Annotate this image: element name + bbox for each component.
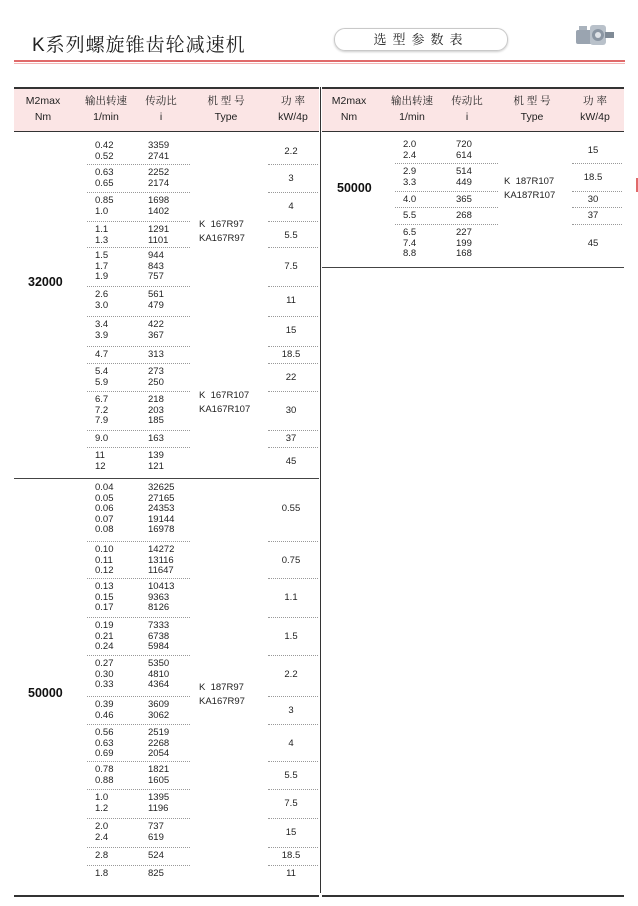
speed-value: 4.0 xyxy=(403,194,417,205)
power-value: 5.5 xyxy=(284,769,298,781)
col-type: 机 型 号 Type xyxy=(207,95,245,123)
col-ratio: 传动比 i xyxy=(451,95,483,123)
speed-value: 5.5 xyxy=(403,210,417,221)
row-separator xyxy=(87,761,190,762)
speed-value: 5.4 5.9 xyxy=(95,366,109,388)
col-power: 功 率 kW/4p xyxy=(278,95,308,123)
speed-value: 11 12 xyxy=(95,450,106,472)
speed-value: 0.04 0.05 0.06 0.07 0.08 xyxy=(95,482,114,535)
speed-value: 2.0 2.4 xyxy=(95,821,109,843)
gear-reducer-icon xyxy=(574,20,616,50)
speed-value: 6.7 7.2 7.9 xyxy=(95,394,109,426)
type-value: K 187R107 KA187R107 xyxy=(504,176,556,201)
row-separator xyxy=(268,761,318,762)
row-separator xyxy=(268,617,318,618)
ratio-value: 737 619 xyxy=(148,821,164,843)
col-m2max: M2max Nm xyxy=(331,95,367,123)
ratio-value: 524 xyxy=(148,850,164,861)
row-separator xyxy=(268,724,318,725)
row-separator xyxy=(87,847,190,848)
row-separator xyxy=(268,430,318,431)
row-separator xyxy=(572,191,622,192)
row-separator xyxy=(268,696,318,697)
group-separator xyxy=(322,267,624,268)
row-separator xyxy=(87,363,190,364)
right-table-header xyxy=(322,89,624,132)
power-value: 3 xyxy=(288,172,294,184)
power-value: 18.5 xyxy=(281,850,301,862)
row-separator xyxy=(572,207,622,208)
speed-value: 0.42 0.52 xyxy=(95,140,114,162)
col-type: 机 型 号 Type xyxy=(513,95,551,123)
row-separator xyxy=(87,865,190,866)
power-value: 4 xyxy=(288,737,294,749)
row-separator xyxy=(268,655,318,656)
row-separator xyxy=(87,617,190,618)
power-value: 11 xyxy=(286,868,296,880)
speed-value: 9.0 xyxy=(95,433,109,444)
ratio-value: 227 199 168 xyxy=(456,227,472,259)
ratio-value: 561 479 xyxy=(148,289,164,311)
ratio-value: 3359 2741 xyxy=(148,140,170,162)
power-value: 30 xyxy=(285,404,297,416)
row-separator xyxy=(87,286,190,287)
row-separator xyxy=(87,391,190,392)
power-value: 15 xyxy=(587,144,599,156)
row-separator xyxy=(87,316,190,317)
title-rule xyxy=(14,60,625,62)
power-value: 37 xyxy=(587,210,599,222)
ratio-value: 1395 1196 xyxy=(148,792,170,814)
power-value: 2.2 xyxy=(284,668,298,680)
row-separator xyxy=(268,247,318,248)
ratio-value: 14272 13116 11647 xyxy=(148,544,175,576)
row-separator xyxy=(268,541,318,542)
row-separator xyxy=(395,224,498,225)
speed-value: 0.56 0.63 0.69 xyxy=(95,727,114,759)
ratio-value: 7333 6738 5984 xyxy=(148,620,170,652)
ratio-value: 139 121 xyxy=(148,450,164,472)
row-separator xyxy=(87,192,190,193)
ratio-value: 163 xyxy=(148,433,164,444)
ratio-value: 720 614 xyxy=(456,139,472,161)
ratio-value: 1698 1402 xyxy=(148,195,170,217)
speed-value: 0.63 0.65 xyxy=(95,167,114,189)
ratio-value: 273 250 xyxy=(148,366,164,388)
row-separator xyxy=(572,163,622,164)
row-separator xyxy=(268,578,318,579)
ratio-value: 10413 9363 8126 xyxy=(148,581,175,613)
row-separator xyxy=(268,221,318,222)
power-value: 1.5 xyxy=(284,630,298,642)
speed-value: 1.5 1.7 1.9 xyxy=(95,250,109,282)
row-separator xyxy=(395,191,498,192)
right-table xyxy=(322,87,624,897)
power-value: 11 xyxy=(286,294,296,306)
group-separator xyxy=(14,478,319,479)
power-value: 0.75 xyxy=(281,554,301,566)
speed-value: 2.9 3.3 xyxy=(403,166,417,188)
col-m2max: M2max Nm xyxy=(25,95,61,123)
speed-value: 1.0 1.2 xyxy=(95,792,109,814)
ratio-value: 3609 3062 xyxy=(148,699,170,721)
torque-value: 50000 xyxy=(28,686,63,700)
speed-value: 3.4 3.9 xyxy=(95,319,109,341)
row-separator xyxy=(87,247,190,248)
row-separator xyxy=(268,391,318,392)
speed-value: 2.6 3.0 xyxy=(95,289,109,311)
row-separator xyxy=(268,192,318,193)
row-separator xyxy=(572,224,622,225)
row-separator xyxy=(87,655,190,656)
ratio-value: 944 843 757 xyxy=(148,250,164,282)
power-value: 3 xyxy=(288,704,294,716)
ratio-value: 1821 1605 xyxy=(148,764,170,786)
ratio-value: 268 xyxy=(456,210,472,221)
title-rule-secondary xyxy=(14,63,625,64)
ratio-value: 1291 1101 xyxy=(148,224,170,246)
row-separator xyxy=(395,207,498,208)
speed-value: 0.27 0.30 0.33 xyxy=(95,658,114,690)
power-value: 5.5 xyxy=(284,229,298,241)
row-separator xyxy=(268,447,318,448)
speed-value: 1.8 xyxy=(95,868,109,879)
row-separator xyxy=(268,164,318,165)
row-separator xyxy=(87,818,190,819)
row-separator xyxy=(87,346,190,347)
speed-value: 2.0 2.4 xyxy=(403,139,417,161)
torque-value: 32000 xyxy=(28,275,63,289)
row-separator xyxy=(87,541,190,542)
row-separator xyxy=(268,286,318,287)
page-title: K系列螺旋锥齿轮减速机 xyxy=(32,35,246,56)
torque-value: 50000 xyxy=(337,181,372,195)
power-value: 22 xyxy=(285,371,297,383)
ratio-value: 218 203 185 xyxy=(148,394,164,426)
power-value: 45 xyxy=(587,237,599,249)
speed-value: 4.7 xyxy=(95,349,109,360)
power-value: 18.5 xyxy=(281,349,301,361)
type-value: K 167R97 KA167R97 xyxy=(199,219,245,244)
row-separator xyxy=(268,346,318,347)
speed-value: 1.1 1.3 xyxy=(95,224,109,246)
ratio-value: 365 xyxy=(456,194,472,205)
row-separator xyxy=(268,847,318,848)
row-separator xyxy=(268,363,318,364)
section-label: 选型参数表 xyxy=(334,28,508,51)
row-separator xyxy=(87,578,190,579)
ratio-value: 2252 2174 xyxy=(148,167,170,189)
power-value: 18.5 xyxy=(583,171,603,183)
row-separator xyxy=(268,865,318,866)
power-value: 4 xyxy=(288,200,294,212)
row-separator xyxy=(395,163,498,164)
speed-value: 6.5 7.4 8.8 xyxy=(403,227,417,259)
power-value: 45 xyxy=(285,455,297,467)
col-ratio: 传动比 i xyxy=(145,95,177,123)
type-value: K 187R97 KA167R97 xyxy=(199,682,245,707)
ratio-value: 32625 27165 24353 19144 16978 xyxy=(148,482,175,535)
speed-value: 0.19 0.21 0.24 xyxy=(95,620,114,652)
power-value: 15 xyxy=(285,826,297,838)
speed-value: 0.78 0.88 xyxy=(95,764,114,786)
power-value: 0.55 xyxy=(281,503,301,515)
speed-value: 0.10 0.11 0.12 xyxy=(95,544,114,576)
panel-divider xyxy=(320,87,321,893)
speed-value: 2.8 xyxy=(95,850,109,861)
speed-value: 0.39 0.46 xyxy=(95,699,114,721)
row-separator xyxy=(268,818,318,819)
power-value: 15 xyxy=(285,324,297,336)
row-separator xyxy=(87,724,190,725)
row-separator xyxy=(87,164,190,165)
row-separator xyxy=(87,430,190,431)
col-speed: 输出转速 1/min xyxy=(85,95,127,123)
row-separator xyxy=(87,447,190,448)
type-value: K 167R107 KA167R107 xyxy=(199,390,251,415)
row-separator xyxy=(87,696,190,697)
ratio-value: 2519 2268 2054 xyxy=(148,727,170,759)
ratio-value: 514 449 xyxy=(456,166,472,188)
power-value: 7.5 xyxy=(284,260,298,272)
power-value: 1.1 xyxy=(284,591,298,603)
row-separator xyxy=(268,316,318,317)
ratio-value: 825 xyxy=(148,868,164,879)
speed-value: 0.85 1.0 xyxy=(95,195,114,217)
col-power: 功 率 kW/4p xyxy=(580,95,610,123)
speed-value: 0.13 0.15 0.17 xyxy=(95,581,114,613)
left-table-header xyxy=(14,89,319,132)
ratio-value: 5350 4810 4364 xyxy=(148,658,170,690)
col-speed: 输出转速 1/min xyxy=(391,95,433,123)
row-separator xyxy=(87,221,190,222)
power-value: 7.5 xyxy=(284,797,298,809)
row-separator xyxy=(268,789,318,790)
power-value: 37 xyxy=(285,433,297,445)
row-separator xyxy=(87,789,190,790)
power-value: 2.2 xyxy=(284,145,298,157)
ratio-value: 313 xyxy=(148,349,164,360)
ratio-value: 422 367 xyxy=(148,319,164,341)
power-value: 30 xyxy=(587,194,599,206)
